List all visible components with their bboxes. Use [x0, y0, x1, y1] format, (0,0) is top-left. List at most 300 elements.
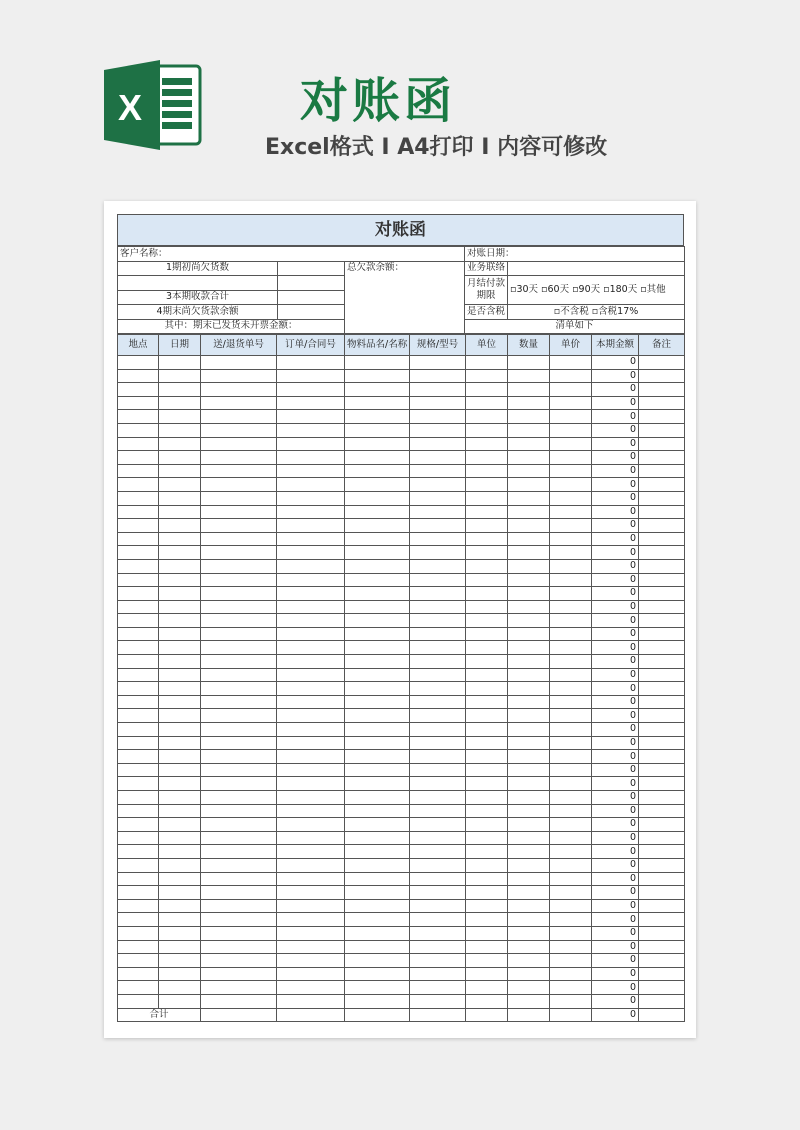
table-cell[interactable] — [118, 967, 159, 981]
table-cell[interactable] — [118, 926, 159, 940]
table-cell[interactable] — [639, 845, 685, 859]
table-cell[interactable] — [159, 872, 201, 886]
table-cell[interactable] — [466, 655, 508, 669]
table-cell[interactable] — [277, 396, 345, 410]
table-cell[interactable] — [159, 491, 201, 505]
table-cell[interactable] — [345, 641, 410, 655]
table-cell[interactable] — [277, 750, 345, 764]
table-cell[interactable] — [410, 451, 466, 465]
table-cell[interactable] — [508, 505, 550, 519]
table-cell[interactable] — [466, 791, 508, 805]
table-cell[interactable] — [410, 383, 466, 397]
table-cell[interactable] — [550, 396, 592, 410]
table-cell[interactable] — [466, 858, 508, 872]
amount-cell[interactable]: 0 — [592, 356, 639, 370]
table-cell[interactable] — [159, 410, 201, 424]
amount-cell[interactable]: 0 — [592, 723, 639, 737]
table-cell[interactable] — [508, 587, 550, 601]
table-cell[interactable] — [466, 709, 508, 723]
table-cell[interactable] — [639, 464, 685, 478]
table-cell[interactable] — [201, 410, 277, 424]
amount-cell[interactable]: 0 — [592, 926, 639, 940]
table-cell[interactable] — [639, 383, 685, 397]
table-cell[interactable] — [159, 818, 201, 832]
table-cell[interactable] — [639, 954, 685, 968]
table-cell[interactable] — [118, 682, 159, 696]
table-cell[interactable] — [508, 791, 550, 805]
table-cell[interactable] — [159, 369, 201, 383]
table-cell[interactable] — [345, 886, 410, 900]
amount-cell[interactable]: 0 — [592, 791, 639, 805]
table-cell[interactable] — [118, 994, 159, 1008]
table-cell[interactable] — [466, 627, 508, 641]
table-cell[interactable] — [159, 791, 201, 805]
table-cell[interactable] — [345, 845, 410, 859]
table-cell[interactable] — [277, 600, 345, 614]
table-cell[interactable] — [508, 994, 550, 1008]
table-cell[interactable] — [410, 831, 466, 845]
table-cell[interactable] — [639, 423, 685, 437]
table-cell[interactable] — [277, 655, 345, 669]
amount-cell[interactable]: 0 — [592, 559, 639, 573]
table-cell[interactable] — [466, 750, 508, 764]
table-cell[interactable] — [639, 519, 685, 533]
table-cell[interactable] — [410, 491, 466, 505]
table-cell[interactable] — [410, 587, 466, 601]
table-cell[interactable] — [639, 926, 685, 940]
table-cell[interactable] — [410, 723, 466, 737]
total-amount[interactable]: 0 — [592, 1008, 639, 1022]
table-cell[interactable] — [466, 777, 508, 791]
table-cell[interactable] — [550, 695, 592, 709]
table-cell[interactable] — [159, 614, 201, 628]
amount-cell[interactable]: 0 — [592, 451, 639, 465]
table-cell[interactable] — [201, 954, 277, 968]
table-cell[interactable] — [345, 736, 410, 750]
table-cell[interactable] — [466, 587, 508, 601]
table-cell[interactable] — [345, 369, 410, 383]
table-cell[interactable] — [466, 736, 508, 750]
table-cell[interactable] — [466, 396, 508, 410]
table-cell[interactable] — [466, 940, 508, 954]
table-cell[interactable] — [345, 559, 410, 573]
table-cell[interactable] — [159, 831, 201, 845]
table-cell[interactable] — [508, 655, 550, 669]
table-cell[interactable] — [201, 627, 277, 641]
table-cell[interactable] — [550, 777, 592, 791]
table-cell[interactable] — [550, 641, 592, 655]
table-cell[interactable] — [118, 872, 159, 886]
table-cell[interactable] — [159, 451, 201, 465]
table-cell[interactable] — [410, 410, 466, 424]
amount-cell[interactable]: 0 — [592, 777, 639, 791]
table-cell[interactable] — [201, 899, 277, 913]
table-cell[interactable] — [345, 818, 410, 832]
amount-cell[interactable]: 0 — [592, 383, 639, 397]
table-cell[interactable] — [201, 736, 277, 750]
table-cell[interactable] — [201, 491, 277, 505]
table-cell[interactable] — [550, 1008, 592, 1022]
table-cell[interactable] — [550, 763, 592, 777]
table-cell[interactable] — [466, 831, 508, 845]
table-cell[interactable] — [345, 872, 410, 886]
table-cell[interactable] — [466, 872, 508, 886]
table-cell[interactable] — [508, 831, 550, 845]
table-cell[interactable] — [201, 600, 277, 614]
blank-row-a-value[interactable] — [278, 276, 345, 291]
table-cell[interactable] — [345, 831, 410, 845]
table-cell[interactable] — [508, 682, 550, 696]
table-cell[interactable] — [277, 777, 345, 791]
table-cell[interactable] — [410, 614, 466, 628]
amount-cell[interactable]: 0 — [592, 668, 639, 682]
table-cell[interactable] — [639, 777, 685, 791]
table-cell[interactable] — [550, 736, 592, 750]
table-cell[interactable] — [639, 858, 685, 872]
table-cell[interactable] — [118, 818, 159, 832]
table-cell[interactable] — [639, 695, 685, 709]
table-cell[interactable] — [118, 627, 159, 641]
table-cell[interactable] — [277, 423, 345, 437]
table-cell[interactable] — [508, 614, 550, 628]
table-cell[interactable] — [639, 491, 685, 505]
table-cell[interactable] — [345, 994, 410, 1008]
blank-row-a[interactable] — [118, 276, 278, 291]
table-cell[interactable] — [118, 410, 159, 424]
table-cell[interactable] — [466, 723, 508, 737]
table-cell[interactable] — [410, 356, 466, 370]
table-cell[interactable] — [639, 559, 685, 573]
table-cell[interactable] — [550, 791, 592, 805]
table-cell[interactable] — [345, 356, 410, 370]
table-cell[interactable] — [277, 926, 345, 940]
table-cell[interactable] — [159, 437, 201, 451]
table-cell[interactable] — [201, 383, 277, 397]
table-cell[interactable] — [118, 478, 159, 492]
table-cell[interactable] — [639, 994, 685, 1008]
table-cell[interactable] — [508, 940, 550, 954]
table-cell[interactable] — [345, 940, 410, 954]
table-cell[interactable] — [118, 791, 159, 805]
table-cell[interactable] — [639, 627, 685, 641]
table-cell[interactable] — [201, 559, 277, 573]
table-cell[interactable] — [508, 451, 550, 465]
table-cell[interactable] — [508, 600, 550, 614]
table-cell[interactable] — [118, 532, 159, 546]
table-cell[interactable] — [118, 369, 159, 383]
table-cell[interactable] — [118, 709, 159, 723]
table-cell[interactable] — [159, 519, 201, 533]
table-cell[interactable] — [466, 763, 508, 777]
amount-cell[interactable]: 0 — [592, 587, 639, 601]
table-cell[interactable] — [345, 954, 410, 968]
amount-cell[interactable]: 0 — [592, 913, 639, 927]
table-cell[interactable] — [277, 845, 345, 859]
amount-cell[interactable]: 0 — [592, 967, 639, 981]
table-cell[interactable] — [277, 763, 345, 777]
table-cell[interactable] — [201, 614, 277, 628]
table-cell[interactable] — [201, 655, 277, 669]
table-cell[interactable] — [466, 682, 508, 696]
table-cell[interactable] — [118, 954, 159, 968]
amount-cell[interactable]: 0 — [592, 396, 639, 410]
table-cell[interactable] — [159, 478, 201, 492]
table-cell[interactable] — [277, 899, 345, 913]
amount-cell[interactable]: 0 — [592, 845, 639, 859]
table-cell[interactable] — [159, 641, 201, 655]
table-cell[interactable] — [508, 464, 550, 478]
table-cell[interactable] — [159, 396, 201, 410]
table-cell[interactable] — [466, 451, 508, 465]
table-cell[interactable] — [277, 478, 345, 492]
table-cell[interactable] — [345, 791, 410, 805]
table-cell[interactable] — [466, 491, 508, 505]
table-cell[interactable] — [410, 736, 466, 750]
table-cell[interactable] — [410, 668, 466, 682]
table-cell[interactable] — [345, 709, 410, 723]
table-cell[interactable] — [410, 926, 466, 940]
amount-cell[interactable]: 0 — [592, 709, 639, 723]
table-cell[interactable] — [410, 750, 466, 764]
table-cell[interactable] — [201, 777, 277, 791]
table-cell[interactable] — [550, 668, 592, 682]
table-cell[interactable] — [550, 981, 592, 995]
table-cell[interactable] — [550, 886, 592, 900]
amount-cell[interactable]: 0 — [592, 627, 639, 641]
table-cell[interactable] — [201, 831, 277, 845]
table-cell[interactable] — [508, 546, 550, 560]
table-cell[interactable] — [508, 423, 550, 437]
amount-cell[interactable]: 0 — [592, 954, 639, 968]
table-cell[interactable] — [550, 519, 592, 533]
amount-cell[interactable]: 0 — [592, 831, 639, 845]
table-cell[interactable] — [118, 913, 159, 927]
table-cell[interactable] — [550, 723, 592, 737]
received-value[interactable] — [278, 290, 345, 305]
table-cell[interactable] — [118, 981, 159, 995]
table-cell[interactable] — [159, 763, 201, 777]
table-cell[interactable] — [277, 913, 345, 927]
table-cell[interactable] — [550, 967, 592, 981]
table-cell[interactable] — [508, 967, 550, 981]
table-cell[interactable] — [118, 614, 159, 628]
table-cell[interactable] — [550, 369, 592, 383]
table-cell[interactable] — [277, 356, 345, 370]
table-cell[interactable] — [410, 709, 466, 723]
table-cell[interactable] — [508, 736, 550, 750]
table-cell[interactable] — [508, 763, 550, 777]
table-cell[interactable] — [639, 505, 685, 519]
table-cell[interactable] — [345, 573, 410, 587]
opening-value[interactable] — [278, 261, 345, 276]
table-cell[interactable] — [159, 587, 201, 601]
table-cell[interactable] — [159, 899, 201, 913]
table-cell[interactable] — [277, 451, 345, 465]
table-cell[interactable] — [201, 858, 277, 872]
table-cell[interactable] — [410, 682, 466, 696]
table-cell[interactable] — [410, 940, 466, 954]
table-cell[interactable] — [118, 668, 159, 682]
table-cell[interactable] — [508, 872, 550, 886]
table-cell[interactable] — [345, 600, 410, 614]
table-cell[interactable] — [508, 410, 550, 424]
table-cell[interactable] — [410, 872, 466, 886]
table-cell[interactable] — [159, 356, 201, 370]
table-cell[interactable] — [277, 1008, 345, 1022]
table-cell[interactable] — [508, 369, 550, 383]
table-cell[interactable] — [345, 410, 410, 424]
table-cell[interactable] — [118, 777, 159, 791]
table-cell[interactable] — [466, 614, 508, 628]
table-cell[interactable] — [466, 505, 508, 519]
table-cell[interactable] — [277, 804, 345, 818]
table-cell[interactable] — [466, 369, 508, 383]
table-cell[interactable] — [410, 464, 466, 478]
amount-cell[interactable]: 0 — [592, 423, 639, 437]
table-cell[interactable] — [410, 818, 466, 832]
table-cell[interactable] — [639, 410, 685, 424]
table-cell[interactable] — [201, 763, 277, 777]
table-cell[interactable] — [118, 845, 159, 859]
amount-cell[interactable]: 0 — [592, 940, 639, 954]
table-cell[interactable] — [550, 804, 592, 818]
table-cell[interactable] — [277, 410, 345, 424]
table-cell[interactable] — [277, 967, 345, 981]
table-cell[interactable] — [345, 899, 410, 913]
amount-cell[interactable]: 0 — [592, 682, 639, 696]
table-cell[interactable] — [277, 886, 345, 900]
table-cell[interactable] — [159, 777, 201, 791]
table-cell[interactable] — [466, 1008, 508, 1022]
table-cell[interactable] — [410, 763, 466, 777]
table-cell[interactable] — [201, 532, 277, 546]
table-cell[interactable] — [277, 872, 345, 886]
table-cell[interactable] — [159, 627, 201, 641]
table-cell[interactable] — [277, 532, 345, 546]
table-cell[interactable] — [639, 573, 685, 587]
table-cell[interactable] — [345, 981, 410, 995]
table-cell[interactable] — [550, 356, 592, 370]
table-cell[interactable] — [639, 736, 685, 750]
table-cell[interactable] — [410, 981, 466, 995]
table-cell[interactable] — [639, 818, 685, 832]
table-cell[interactable] — [410, 478, 466, 492]
table-cell[interactable] — [550, 437, 592, 451]
table-cell[interactable] — [118, 723, 159, 737]
table-cell[interactable] — [118, 695, 159, 709]
table-cell[interactable] — [159, 682, 201, 696]
table-cell[interactable] — [466, 464, 508, 478]
table-cell[interactable] — [201, 546, 277, 560]
table-cell[interactable] — [201, 750, 277, 764]
table-cell[interactable] — [466, 967, 508, 981]
table-cell[interactable] — [118, 383, 159, 397]
table-cell[interactable] — [345, 505, 410, 519]
table-cell[interactable] — [118, 804, 159, 818]
table-cell[interactable] — [201, 437, 277, 451]
table-cell[interactable] — [277, 437, 345, 451]
table-cell[interactable] — [345, 777, 410, 791]
amount-cell[interactable]: 0 — [592, 804, 639, 818]
table-cell[interactable] — [550, 899, 592, 913]
table-cell[interactable] — [410, 886, 466, 900]
amount-cell[interactable]: 0 — [592, 573, 639, 587]
payment-options[interactable]: ▫30天 ▫60天 ▫90天 ▫180天 ▫其他 — [508, 276, 685, 305]
table-cell[interactable] — [118, 763, 159, 777]
table-cell[interactable] — [201, 804, 277, 818]
table-cell[interactable] — [201, 940, 277, 954]
amount-cell[interactable]: 0 — [592, 872, 639, 886]
table-cell[interactable] — [159, 926, 201, 940]
table-cell[interactable] — [508, 1008, 550, 1022]
table-cell[interactable] — [118, 940, 159, 954]
table-cell[interactable] — [508, 899, 550, 913]
table-cell[interactable] — [201, 519, 277, 533]
table-cell[interactable] — [639, 451, 685, 465]
table-cell[interactable] — [159, 600, 201, 614]
table-cell[interactable] — [345, 437, 410, 451]
amount-cell[interactable]: 0 — [592, 614, 639, 628]
table-cell[interactable] — [639, 396, 685, 410]
table-cell[interactable] — [201, 451, 277, 465]
table-cell[interactable] — [639, 655, 685, 669]
table-cell[interactable] — [410, 423, 466, 437]
table-cell[interactable] — [159, 709, 201, 723]
table-cell[interactable] — [345, 478, 410, 492]
table-cell[interactable] — [550, 655, 592, 669]
table-cell[interactable] — [201, 791, 277, 805]
table-cell[interactable] — [410, 804, 466, 818]
table-cell[interactable] — [550, 994, 592, 1008]
table-cell[interactable] — [277, 587, 345, 601]
table-cell[interactable] — [159, 804, 201, 818]
table-cell[interactable] — [159, 464, 201, 478]
table-cell[interactable] — [410, 858, 466, 872]
amount-cell[interactable]: 0 — [592, 981, 639, 995]
table-cell[interactable] — [508, 777, 550, 791]
amount-cell[interactable]: 0 — [592, 695, 639, 709]
table-cell[interactable] — [201, 573, 277, 587]
table-cell[interactable] — [410, 369, 466, 383]
table-cell[interactable] — [345, 967, 410, 981]
table-cell[interactable] — [639, 791, 685, 805]
table-cell[interactable] — [466, 573, 508, 587]
table-cell[interactable] — [277, 559, 345, 573]
amount-cell[interactable]: 0 — [592, 519, 639, 533]
table-cell[interactable] — [508, 532, 550, 546]
table-cell[interactable] — [508, 437, 550, 451]
table-cell[interactable] — [639, 872, 685, 886]
table-cell[interactable] — [508, 519, 550, 533]
table-cell[interactable] — [201, 709, 277, 723]
table-cell[interactable] — [410, 627, 466, 641]
table-cell[interactable] — [508, 559, 550, 573]
table-cell[interactable] — [550, 926, 592, 940]
table-cell[interactable] — [508, 886, 550, 900]
table-cell[interactable] — [410, 655, 466, 669]
table-cell[interactable] — [508, 913, 550, 927]
table-cell[interactable] — [277, 682, 345, 696]
amount-cell[interactable]: 0 — [592, 763, 639, 777]
table-cell[interactable] — [159, 845, 201, 859]
table-cell[interactable] — [277, 709, 345, 723]
table-cell[interactable] — [410, 791, 466, 805]
table-cell[interactable] — [410, 573, 466, 587]
table-cell[interactable] — [201, 994, 277, 1008]
table-cell[interactable] — [508, 818, 550, 832]
table-cell[interactable] — [639, 967, 685, 981]
table-cell[interactable] — [201, 913, 277, 927]
